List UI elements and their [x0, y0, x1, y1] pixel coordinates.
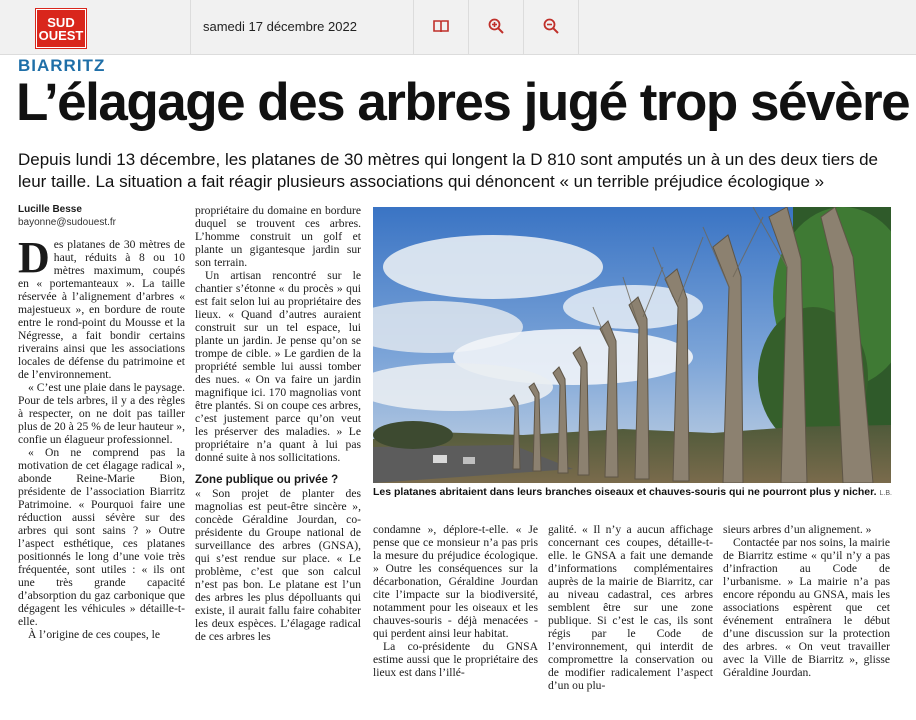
book-open-icon[interactable]	[427, 12, 455, 40]
zoom-out-icon[interactable]	[537, 12, 565, 40]
paragraph: galité. « Il n’y a aucun affichage concernant ces coupes, détaille-t-elle. le GNSA a fait une demande d’informations complémentaires auprès de la mairie de Biarritz, car au niveau cadastral, ces arbres semblent être sur une zone publique. Si c’est le cas, ils sont régis par le Code de l’environnement, qui interdit de compromettre la conservation ou de modifier radicalement l’aspect d’un ou plu-	[548, 523, 713, 692]
paragraph: Contactée par nos soins, la mairie de Biarritz estime « qu’il n’y a pas d’infraction au Code de l’urbanisme. » La mairie n’a pas encore répondu au GNSA, mais les associations espèrent que cet événement entraînera le début d’une discussion sur la protection des arbres. « On veut travailler avec la Ville de Biarritz », glisse Géraldine Jourdan.	[723, 536, 890, 679]
article-column-3	[373, 523, 538, 679]
plane-trees-image	[373, 207, 891, 483]
paragraph: « Son projet de planter des magnolias est peut-être sincère », concède Géraldine Jourdan, co-présidente du Groupe national de surveillance des arbres (GNSA), qui s’est rendue sur place. « Le problème, c’est que son calcul n’est pas bon. Le platane est l’un des arbres les plus dépolluants qui existe, il aurait fallu faire cohabiter les deux espèces. L’élagage radical de ces arbres les	[195, 487, 361, 643]
toolbar-divider	[413, 0, 414, 54]
toolbar-divider	[468, 0, 469, 54]
top-toolbar	[0, 0, 916, 55]
section-subheading: Zone publique ou privée ?	[195, 474, 339, 486]
zoom-in-icon[interactable]	[482, 12, 510, 40]
logo-text-bottom: OUEST	[38, 27, 84, 43]
article-standfirst: Depuis lundi 13 décembre, les platanes de 30 mètres qui longent la D 810 sont amputés un à un des deux tiers de leur taille. La situation a fait réagir plusieurs associations qui dénoncent « un terrible préjudice écologique »	[18, 150, 878, 191]
paragraph: propriétaire du domaine en bordure duquel se trouvent ces arbres. L’homme construit un golf et plante un gigantesque jardin sur son terrain.	[195, 204, 361, 269]
paragraph: condamne », déplore-t-elle. « Je pense que ce monsieur n’a pas pris la mesure du préjudice écologique. » Outre les conséquences sur la décarbonation, Géraldine Jourdan cite l’impacte sur la biodiversité, notamment pour les oiseaux et les chauves-souris - déjà menacées - qui perdent ainsi leur habitat.	[373, 523, 538, 640]
toolbar-divider	[578, 0, 579, 54]
drop-cap: D	[18, 233, 50, 282]
article-headline: L’élagage des arbres jugé trop sévère	[16, 73, 910, 132]
paragraph: Un artisan rencontré sur le chantier s’étonne « du procès » qui est fait selon lui au propriétaire des lieux. « Quand d’autres auraient construit sur un tel espace, lui plante un jardin. Je pense qu’on se trompe de cible. » Le gardien de la propriété semble lui aussi tomber des nues. « On va faire un jardin magnifique ici. 170 magnolias vont être plantés. Si on coupe ces arbres, c’est justement parce qu’on veut les préserver des maladies. » Le propriétaire n’a quant à lui pas donné suite à nos sollicitations.	[195, 269, 361, 464]
paragraph-text: es platanes de 30 mètres de haut, réduits à 8 ou 10 mètres maximum, coupés en « portemanteaux ». La taille réservée à l’alignement d’arbres « majestueux », en bordure de route entre le rond-point du Mousse et la Négresse, a fait bondir certains riverains ainsi que les associations locales de défense du patrimoine et de l’environnement.	[18, 238, 185, 381]
edition-date: samedi 17 décembre 2022	[203, 19, 357, 34]
paragraph	[18, 233, 185, 381]
caption-text: Les platanes abritaient dans leurs branches oiseaux et chauves-souris qui ne pourront plus y nicher.	[373, 486, 877, 498]
paragraph: « C’est une plaie dans le paysage. Pour de tels arbres, il y a des règles à respecter, on ne doit pas tailler plus de 20 à 25 % de leur hauteur », confie un élagueur professionnel.	[18, 381, 185, 446]
toolbar-divider	[190, 0, 191, 54]
toolbar-divider	[523, 0, 524, 54]
paragraph: « On ne comprend pas la motivation de cet élagage radical », abonde Reine-Marie Bion, présidente de l’association Biarritz Patrimoine. « Pourquoi faire une réduction aussi sévère sur des arbres qui sont sains ? » Outre l’aspect esthétique, ces platanes positionnés le long d’une voie très fréquentée, sont utiles : « ils ont une très grande capacité d’absorption du gaz carbonique que dégagent les véhicules » détaille-t-elle.	[18, 446, 185, 628]
photo-caption	[373, 486, 898, 500]
article-column-1	[18, 233, 185, 641]
paragraph: La co-présidente du GNSA estime aussi que le propriétaire des lieux est dans l’illé-	[373, 640, 538, 679]
sud-ouest-logo[interactable]	[36, 9, 86, 48]
article-photo	[373, 207, 891, 483]
author-name: Lucille Besse	[18, 204, 82, 215]
author-email[interactable]: bayonne@sudouest.fr	[18, 217, 116, 228]
paragraph: À l’origine de ces coupes, le	[28, 628, 160, 641]
article-column-5	[723, 523, 890, 679]
photo-credit: L.B.	[879, 490, 892, 497]
section-kicker: BIARRITZ	[18, 56, 106, 75]
logo-text-top: SUD	[47, 14, 75, 30]
article-column-4	[548, 523, 713, 692]
article-column-2	[195, 204, 361, 643]
paragraph: sieurs arbres d’un alignement. »	[723, 523, 872, 536]
